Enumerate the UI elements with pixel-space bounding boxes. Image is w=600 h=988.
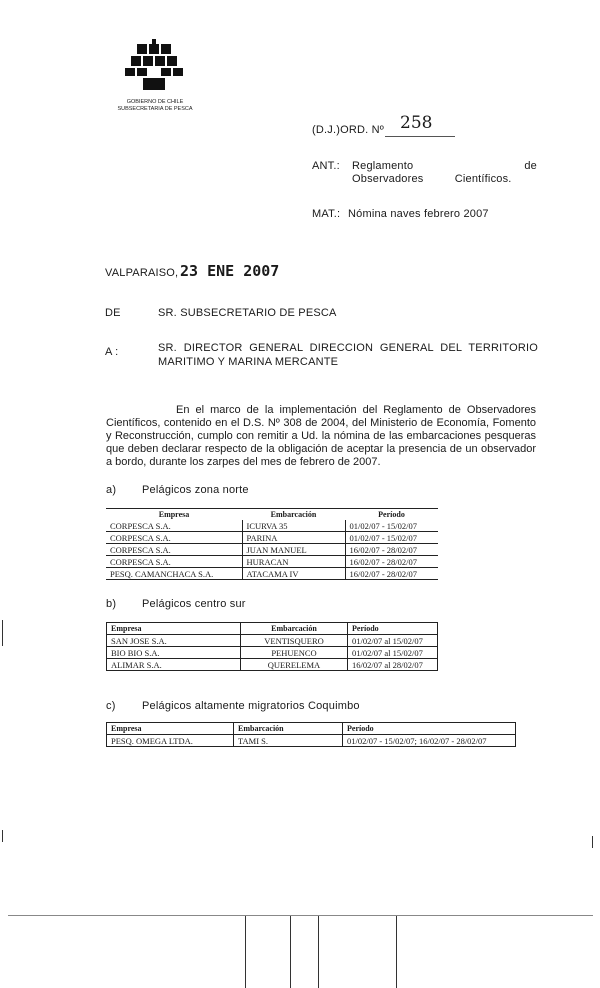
footer-divider — [8, 915, 593, 916]
section-a-title: Pelágicos zona norte — [142, 484, 249, 496]
table-header — [107, 723, 516, 735]
table-pelagicos-migratorios — [106, 722, 516, 747]
ord-number: 258 — [400, 113, 433, 133]
header-empresa: Empresa — [107, 723, 234, 735]
header-embarcacion: Embarcación — [241, 623, 348, 635]
section-c-letter: c) — [106, 700, 116, 712]
cell-embarcacion: QUERELEMA — [241, 659, 348, 671]
footer-column-line — [290, 916, 291, 988]
table-header — [107, 623, 438, 635]
cell-empresa: CORPESCA S.A. — [106, 556, 242, 568]
table-row — [107, 647, 438, 659]
cell-embarcacion: HURACAN — [242, 556, 345, 568]
mat-text: Nómina naves febrero 2007 — [348, 208, 489, 220]
table-row — [107, 635, 438, 647]
table-row — [106, 544, 438, 556]
a-line-1: SR. DIRECTOR GENERAL DIRECCION GENERAL DEL TERRITORIO — [158, 342, 538, 354]
logo-line-2: SUBSECRETARIA DE PESCA — [117, 106, 193, 112]
a-label: A : — [105, 346, 119, 358]
cell-periodo: 16/02/07 - 28/02/07 — [345, 568, 438, 580]
cell-empresa: PESQ. OMEGA LTDA. — [107, 735, 234, 747]
header-embarcacion: Embarcación — [234, 723, 343, 735]
government-seal-icon — [100, 38, 210, 94]
table-row — [106, 556, 438, 568]
cell-empresa: CORPESCA S.A. — [106, 532, 242, 544]
cell-empresa: SAN JOSE S.A. — [107, 635, 241, 647]
table-row — [107, 735, 516, 747]
de-text: SR. SUBSECRETARIO DE PESCA — [158, 307, 337, 319]
cell-embarcacion: TAMI S. — [234, 735, 343, 747]
body-paragraph: En el marco de la implementación del Reglamento de Observadores Científicos, contenido en el D.S. Nº 308 de 2004, del Ministerio de Economía, Fomento y Reconstrucción, cumplo con remitir a Ud. la nómina de las embarcaciones pesqueras que deben declarar respecto de la obligación de aceptar la presencia de un observador a bordo, durante los zarpes del mes de febrero de 2007. — [106, 404, 536, 468]
place: VALPARAISO, — [105, 267, 179, 279]
header-periodo: Período — [348, 623, 438, 635]
header-embarcacion: Embarcación — [270, 510, 317, 519]
ant-text: Reglamento de Observadores Científicos. — [352, 160, 537, 185]
cell-embarcacion: VENTISQUERO — [241, 635, 348, 647]
date-stamp: 23 ENE 2007 — [180, 262, 280, 280]
scan-mark — [2, 620, 3, 646]
cell-empresa: ALIMAR S.A. — [107, 659, 241, 671]
header-empresa: Empresa — [107, 623, 241, 635]
cell-embarcacion: ICURVA 35 — [242, 520, 345, 532]
a-line-2: MARITIMO Y MARINA MERCANTE — [158, 356, 339, 368]
table-row — [106, 532, 438, 544]
table-pelagicos-norte — [106, 508, 438, 580]
cell-embarcacion: ATACAMA IV — [242, 568, 345, 580]
cell-embarcacion: JUAN MANUEL — [242, 544, 345, 556]
cell-periodo: 01/02/07 - 15/02/07; 16/02/07 - 28/02/07 — [343, 735, 516, 747]
cell-periodo: 01/02/07 - 15/02/07 — [345, 532, 438, 544]
header-periodo: Período — [378, 510, 405, 519]
table-row — [106, 568, 438, 580]
cell-periodo: 16/02/07 - 28/02/07 — [345, 544, 438, 556]
ord-underline — [385, 136, 455, 137]
section-b-letter: b) — [106, 598, 117, 610]
scan-mark — [2, 830, 3, 842]
section-b-title: Pelágicos centro sur — [142, 598, 246, 610]
section-a-letter: a) — [106, 484, 117, 496]
section-c-title: Pelágicos altamente migratorios Coquimbo — [142, 700, 360, 712]
table-pelagicos-centro-sur — [106, 622, 438, 671]
table-row — [106, 520, 438, 532]
ant-label: ANT.: — [312, 160, 340, 172]
cell-empresa: BIO BIO S.A. — [107, 647, 241, 659]
table-header — [106, 509, 438, 521]
logo — [100, 38, 210, 110]
logo-line-1: GOBIERNO DE CHILE — [126, 99, 184, 105]
header-periodo: Período — [343, 723, 516, 735]
cell-empresa: CORPESCA S.A. — [106, 520, 242, 532]
mat-label: MAT.: — [312, 208, 341, 220]
cell-periodo: 16/02/07 - 28/02/07 — [345, 556, 438, 568]
table-row — [107, 659, 438, 671]
header-empresa: Empresa — [158, 510, 190, 519]
footer-column-line — [396, 916, 397, 988]
scan-mark — [592, 836, 593, 848]
cell-periodo: 16/02/07 al 28/02/07 — [348, 659, 438, 671]
cell-periodo: 01/02/07 - 15/02/07 — [345, 520, 438, 532]
cell-periodo: 01/02/07 al 15/02/07 — [348, 635, 438, 647]
cell-periodo: 01/02/07 al 15/02/07 — [348, 647, 438, 659]
de-label: DE — [105, 307, 121, 319]
footer-column-line — [318, 916, 319, 988]
cell-embarcacion: PARINA — [242, 532, 345, 544]
ord-label: (D.J.)ORD. Nº — [312, 124, 384, 136]
cell-embarcacion: PEHUENCO — [241, 647, 348, 659]
footer-column-line — [245, 916, 246, 988]
cell-empresa: PESQ. CAMANCHACA S.A. — [106, 568, 242, 580]
cell-empresa: CORPESCA S.A. — [106, 544, 242, 556]
